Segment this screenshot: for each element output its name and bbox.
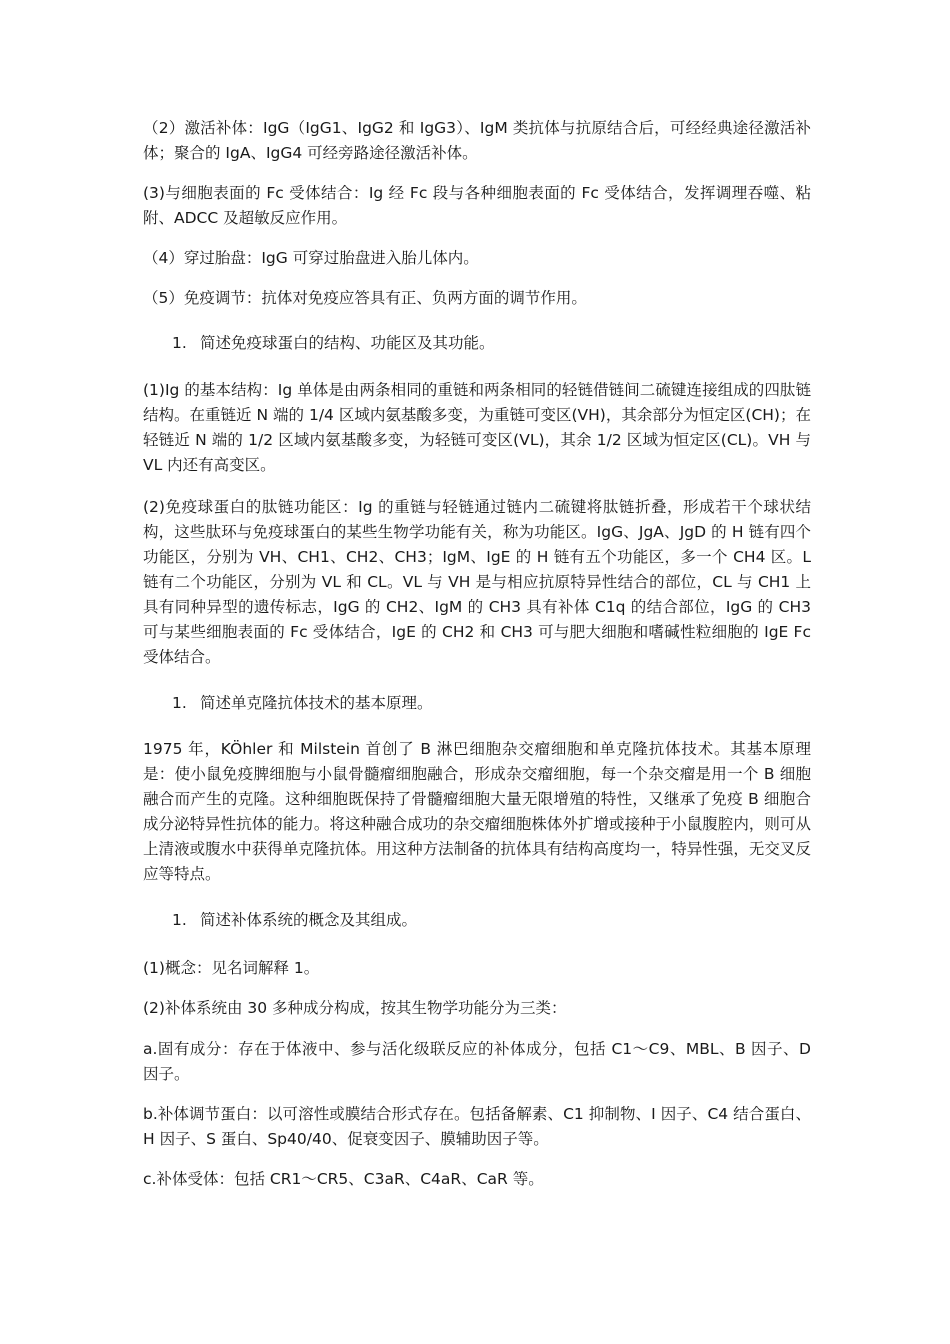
list-number: 1. (172, 694, 187, 712)
question-complement (172, 908, 792, 933)
question-text: 简述免疫球蛋白的结构、功能区及其功能。 (200, 334, 495, 352)
question-text: 简述单克隆抗体技术的基本原理。 (200, 694, 433, 712)
answer-complement-receptors: c.补体受体：包括 CR1～CR5、C3aR、C4aR、CaR 等。 (143, 1170, 544, 1188)
paragraph-activate-complement: （2）激活补体：IgG（IgG1、IgG2 和 IgG3）、IgM 类抗体与抗原结合后，可经经典途径激活补体；聚合的 IgA、IgG4 可经旁路途径激活补体。 (143, 119, 811, 162)
paragraph-placenta: （4）穿过胎盘：IgG 可穿过胎盘进入胎儿体内。 (143, 249, 479, 267)
paragraph-fc-receptor: (3)与细胞表面的 Fc 受体结合：Ig 经 Fc 段与各种细胞表面的 Fc 受体结合，发挥调理吞噬、粘附、ADCC 及超敏反应作用。 (143, 184, 811, 227)
answer-complement-concept: (1)概念：见名词解释 1。 (143, 959, 320, 977)
question-ig-structure (172, 331, 792, 356)
list-number: 1. (172, 911, 187, 929)
question-text: 简述补体系统的概念及其组成。 (200, 911, 418, 929)
list-number: 1. (172, 334, 187, 352)
answer-ig-basic-structure: (1)Ig 的基本结构：Ig 单体是由两条相同的重链和两条相同的轻链借链间二硫键连接组成的四肽链结构。在重链近 N 端的 1/4 区域内氨基酸多变，为重链可变区(VH)，其余部分为恒定区(CH)；在轻链近 N 端的 1/2 区域内氨基酸多变，为轻链可变区(VL)，其余 1/2 区域为恒定区(CL)。VH 与 VL 内还有高变区。 (143, 381, 811, 474)
answer-monoclonal: 1975 年，KÖhler 和 Milstein 首创了 B 淋巴细胞杂交瘤细胞和单克隆抗体技术。其基本原理是：使小鼠免疫脾细胞与小鼠骨髓瘤细胞融合，形成杂交瘤细胞，每一个杂交瘤是用一个 B 细胞融合而产生的克隆。这种细胞既保持了骨髓瘤细胞大量无限增殖的特性，又继承了免疫 B 细胞合成分泌特异性抗体的能力。将这种融合成功的杂交瘤细胞株体外扩增或接种于小鼠腹腔内，则可从上清液或腹水中获得单克隆抗体。用这种方法制备的抗体具有结构高度均一，特异性强，无交叉反应等特点。 (143, 740, 811, 883)
question-monoclonal (172, 691, 792, 716)
answer-ig-domains: (2)免疫球蛋白的肽链功能区：Ig 的重链与轻链通过链内二硫键将肽链折叠，形成若干个球状结构，这些肽环与免疫球蛋白的某些生物学功能有关，称为功能区。IgG、JgA、JgD 的 H 链有四个功能区，分别为 VH、CH1、CH2、CH3；IgM、IgE 的 H 链有五个功能区，多一个 CH4 区。L 链有二个功能区，分别为 VL 和 CL。VL 与 VH 是与相应抗原特异性结合的部位，CL 与 CH1 上具有同种异型的遗传标志，IgG 的 CH2、IgM 的 CH3 具有补体 C1q 的结合部位，IgG 的 CH3 可与某些细胞表面的 Fc 受体结合，IgE 的 CH2 和 CH3 可与肥大细胞和嗜碱性粒细胞的 IgE Fc 受体结合。 (143, 498, 811, 666)
answer-inherent-components: a.固有成分：存在于体液中、参与活化级联反应的补体成分，包括 C1～C9、MBL、B 因子、D 因子。 (143, 1040, 811, 1083)
paragraph-immune-regulation: （5）免疫调节：抗体对免疫应答具有正、负两方面的调节作用。 (143, 289, 587, 307)
answer-regulatory-proteins: b.补体调节蛋白：以可溶性或膜结合形式存在。包括备解素、C1 抑制物、I 因子、C4 结合蛋白、H 因子、S 蛋白、Sp40/40、促衰变因子、膜辅助因子等。 (143, 1105, 811, 1148)
answer-complement-composition: (2)补体系统由 30 多种成分构成，按其生物学功能分为三类： (143, 999, 567, 1017)
